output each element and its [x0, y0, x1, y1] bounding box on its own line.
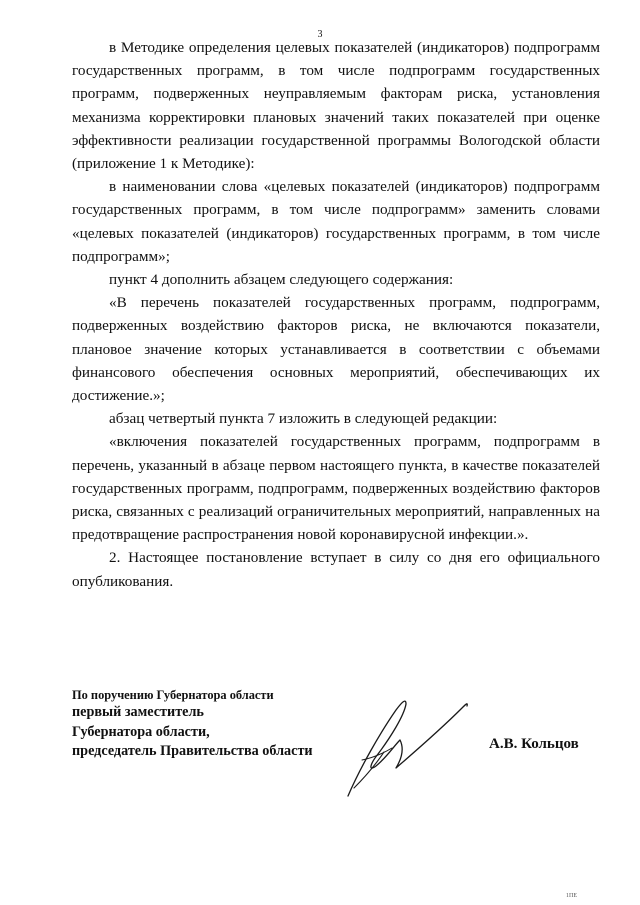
- document-body: [72, 36, 600, 593]
- page-number: 3: [317, 29, 323, 40]
- paragraph-point-4-intro: пункт 4 дополнить абзацем следующего содержания:: [109, 271, 454, 289]
- signatory-position-line-2: Губернатора области,: [72, 723, 210, 740]
- paragraph-methodology-amendment: в Методике определения целевых показателей (индикаторов) подпрограмм государственных программ, в том числе подпрограмм государственных программ, подверженных неуправляемым факторам риска, установления механизма корректировки плановых значений таких показателей при оценке эффективности реализации государственной программы Вологодской области (приложение 1 к Методике):: [72, 39, 600, 173]
- paragraph-point-4-text: «В перечень показателей государственных программ, подпрограмм, подверженных воздействию факторов риска, не включаются показатели, плановое значение которых устанавливается в соответствии с объемами финансового обеспечения основных мероприятий, обеспечивающих их достижение.»;: [72, 294, 600, 405]
- signatory-name: А.В. Кольцов: [489, 736, 579, 752]
- handwritten-signature: [340, 688, 490, 803]
- signatory-position-line-1: первый заместитель: [72, 704, 204, 720]
- signature-instruction: По поручению Губернатора области: [72, 688, 274, 702]
- paragraph-effective-date: 2. Настоящее постановление вступает в силу со дня его официального опубликования.: [72, 549, 600, 590]
- paragraph-title-replacement: в наименовании слова «целевых показателей (индикаторов) подпрограмм государственных программ, в том числе подпрограмм» заменить словами «целевых показателей (индикаторов) государственных программ, в том числе подпрограмм»;: [72, 178, 600, 265]
- signature-block: [72, 687, 372, 762]
- footer-mark: 1ПЕ: [566, 893, 577, 899]
- paragraph-point-7-intro: абзац четвертый пункта 7 изложить в следующей редакции:: [109, 410, 498, 428]
- paragraph-point-7-text: «включения показателей государственных программ, подпрограмм в перечень, указанный в абзаце первом настоящего пункта, в качестве показателей государственных программ, подпрограмм, подверженных воздействию факторов риска, связанных с реализаций ограничительных мероприятий, направленных на предотвращение распространения новой коронавирусной инфекции.».: [72, 433, 600, 544]
- signatory-position-line-3: председатель Правительства области: [72, 743, 313, 759]
